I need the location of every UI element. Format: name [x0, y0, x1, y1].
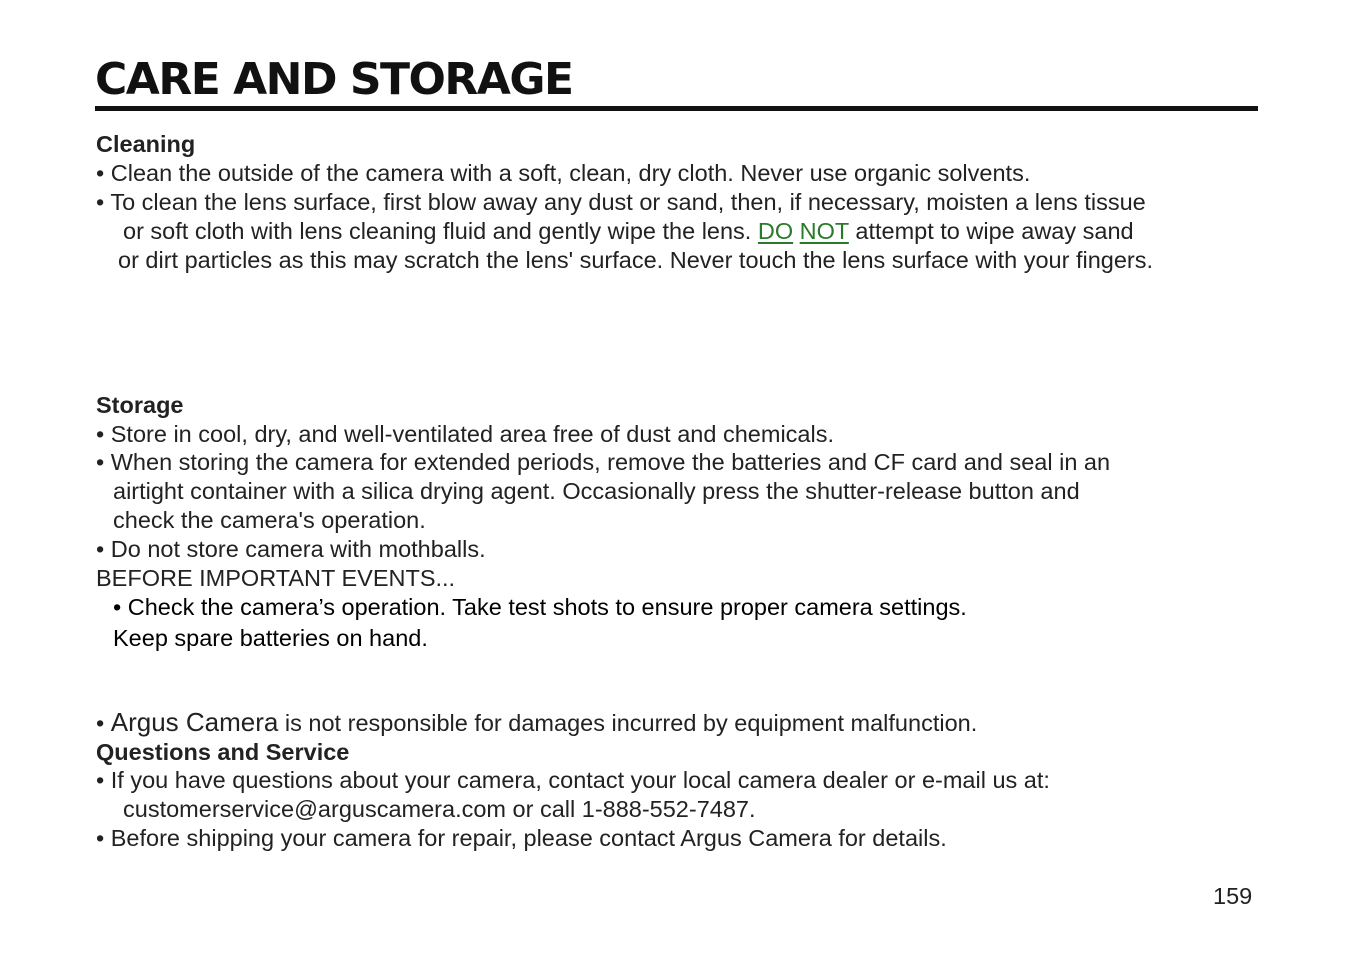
events-line-2: Keep spare batteries on hand. — [113, 625, 428, 651]
storage-line-1: • Store in cool, dry, and well-ventilated area free of dust and chemicals. — [96, 421, 834, 447]
service-heading: Questions and Service — [96, 739, 350, 765]
not-link[interactable]: NOT — [799, 218, 849, 244]
cleaning-line-3-text: or soft cloth with lens cleaning fluid and gently wipe the lens. — [123, 218, 758, 244]
cleaning-line-4: or dirt particles as this may scratch the lens' surface. Never touch the lens surface with your fingers. — [118, 247, 1154, 273]
cleaning-line-3-end: attempt to wipe away sand — [848, 218, 1134, 244]
do-link[interactable]: DO — [757, 218, 794, 244]
storage-heading: Storage — [96, 392, 184, 418]
disclaimer-text: is not responsible for damages incurred by equipment malfunction. — [278, 710, 978, 736]
title-underline — [95, 106, 1258, 111]
cleaning-line-1: • Clean the outside of the camera with a soft, clean, dry cloth. Never use organic solvents. — [96, 160, 1031, 186]
events-line-1: • Check the camera’s operation. Take test shots to ensure proper camera settings. — [113, 594, 967, 620]
storage-line-4: check the camera's operation. — [113, 507, 426, 533]
service-line-3: • Before shipping your camera for repair, please contact Argus Camera for details. — [96, 825, 947, 851]
storage-line-2: • When storing the camera for extended periods, remove the batteries and CF card and seal in an — [96, 449, 1111, 475]
storage-line-5: • Do not store camera with mothballs. — [96, 536, 486, 562]
brand-name: Argus Camera — [110, 707, 279, 737]
disclaimer-bullet: • — [96, 710, 111, 736]
page-number: 159 — [1213, 883, 1253, 909]
page-title: CARE AND STORAGE — [95, 54, 573, 105]
disclaimer-line — [96, 708, 977, 738]
cleaning-line-3 — [123, 217, 1134, 246]
storage-line-3: airtight container with a silica drying agent. Occasionally press the shutter-release button and — [113, 478, 1080, 504]
service-line-2: customerservice@arguscamera.com or call 1-888-552-7487. — [123, 796, 756, 822]
cleaning-line-2: • To clean the lens surface, first blow away any dust or sand, then, if necessary, moisten a lens tissue — [96, 189, 1146, 215]
cleaning-heading: Cleaning — [96, 131, 196, 157]
events-heading: BEFORE IMPORTANT EVENTS... — [96, 565, 456, 591]
service-line-1: • If you have questions about your camera, contact your local camera dealer or e-mail us at: — [96, 767, 1050, 793]
